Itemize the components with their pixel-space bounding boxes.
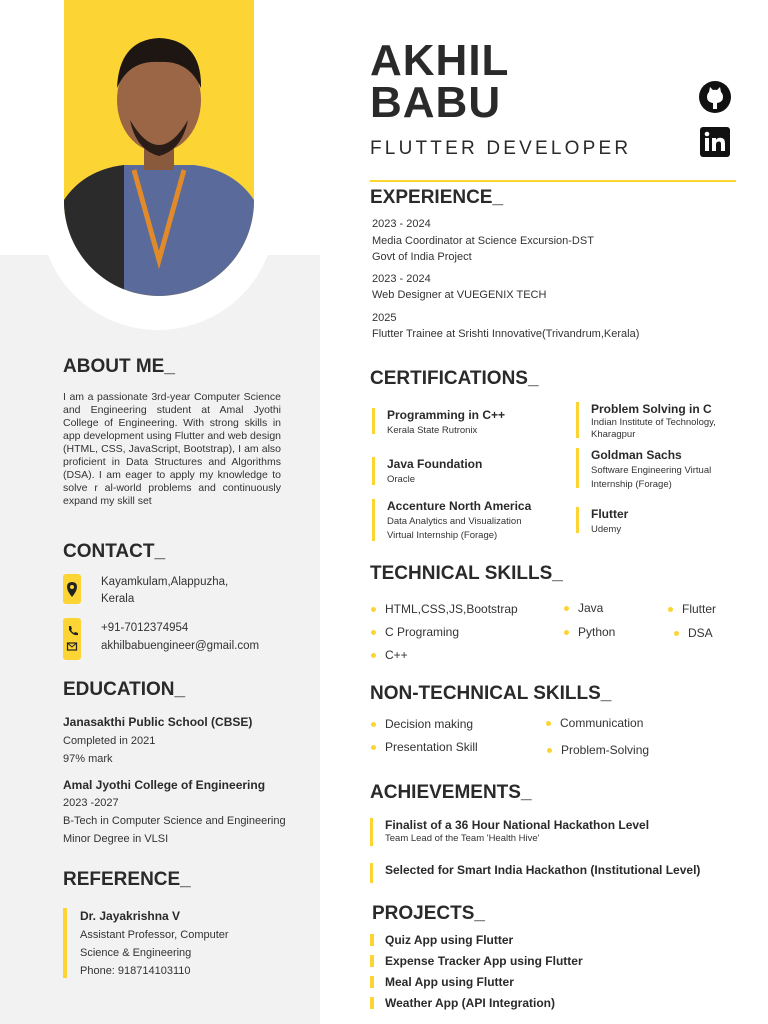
experience-year: 2025 — [372, 312, 397, 324]
reference-accent-bar — [63, 908, 67, 978]
name-heading — [370, 36, 510, 127]
education-detail: Completed in 2021 — [63, 735, 156, 747]
achievement-name: Selected for Smart India Hackathon (Institutional Level) — [385, 863, 701, 877]
linkedin-icon[interactable] — [698, 125, 732, 159]
certification-issuer: Udemy — [591, 524, 622, 535]
project-name: Quiz App using Flutter — [385, 933, 514, 947]
about-text: I am a passionate 3rd-year Computer Science and Engineering student at Amal Jyothi College of Engineering. With strong skills in app development using Flutter and web design (HTML, CSS, JavaScript, Bootstrap), I am also proficient in Data Structures and Algorithms (DSA). I am eager to apply my knowledge to solve r al-world problems and continuously expand my skill set — [63, 391, 281, 507]
certification-issuer: Kharagpur — [591, 429, 636, 440]
certification-name: Java Foundation — [387, 457, 483, 471]
education-school-1: Janasakthi Public School (CBSE) — [63, 715, 253, 729]
certification-issuer: Indian Institute of Technology, — [591, 417, 716, 428]
soft-skill-item: Problem-Solving — [561, 743, 650, 757]
experience-detail: Flutter Trainee at Srishti Innovative(Trivandrum,Kerala) — [372, 328, 640, 340]
certification-name: Programming in C++ — [387, 408, 506, 422]
header-divider — [370, 180, 736, 182]
address-line-2: Kerala — [101, 593, 135, 605]
first-name: AKHIL — [370, 36, 510, 85]
profile-photo — [64, 0, 254, 296]
role-title: FLUTTER DEVELOPER — [370, 138, 632, 159]
soft-skill-item: Presentation Skill — [385, 740, 478, 754]
phone-number[interactable]: +91-7012374954 — [101, 622, 189, 634]
project-name: Weather App (API Integration) — [385, 996, 556, 1010]
experience-year: 2023 - 2024 — [372, 218, 431, 230]
certification-issuer: Software Engineering Virtual — [591, 465, 712, 476]
certification-issuer: Oracle — [387, 474, 415, 485]
certification-issuer: Kerala State Rutronix — [387, 425, 478, 436]
address-line-1: Kayamkulam,Alappuzha, — [101, 576, 229, 588]
certification-issuer: Internship (Forage) — [591, 479, 672, 490]
skill-item: C Programing — [385, 625, 460, 639]
experience-detail: Media Coordinator at Science Excursion-DST — [372, 235, 594, 247]
reference-detail: Science & Engineering — [80, 947, 192, 959]
experience-title: EXPERIENCE_ — [370, 187, 504, 208]
phone-mail-icon — [63, 618, 81, 660]
reference-title: REFERENCE_ — [63, 869, 191, 890]
reference-detail: Assistant Professor, Computer — [80, 929, 229, 941]
education-detail: Minor Degree in VLSI — [63, 833, 169, 845]
projects-title: PROJECTS_ — [372, 903, 485, 924]
reference-phone: Phone: 918714103110 — [80, 965, 191, 977]
skill-item: Python — [578, 625, 616, 639]
address — [101, 574, 228, 608]
certification-name: Problem Solving in C — [591, 402, 712, 416]
technical-skills-title: TECHNICAL SKILLS_ — [370, 563, 563, 584]
education-detail: B-Tech in Computer Science and Engineering — [63, 815, 286, 827]
certifications-title: CERTIFICATIONS_ — [370, 368, 539, 389]
about-title: ABOUT ME_ — [63, 356, 175, 377]
achievement-name: Finalist of a 36 Hour National Hackathon Level — [385, 818, 650, 832]
soft-skill-item: Communication — [560, 716, 644, 730]
education-school-2: Amal Jyothi College of Engineering — [63, 778, 266, 792]
last-name: BABU — [370, 78, 502, 127]
experience-detail: Govt of India Project — [372, 251, 472, 263]
certification-name: Accenture North America — [387, 499, 532, 513]
experience-year: 2023 - 2024 — [372, 273, 431, 285]
email-address[interactable]: akhilbabuengineer@gmail.com — [101, 640, 260, 652]
skill-item: Java — [578, 601, 604, 615]
location-icon — [63, 574, 81, 604]
certification-issuer: Virtual Internship (Forage) — [387, 530, 498, 541]
certification-issuer: Data Analytics and Visualization — [387, 516, 522, 527]
education-detail: 2023 -2027 — [63, 797, 119, 809]
soft-skill-item: Decision making — [385, 717, 474, 731]
skill-item: C++ — [385, 648, 408, 662]
skill-item: HTML,CSS,JS,Bootstrap — [385, 602, 518, 616]
non-technical-skills-title: NON-TECHNICAL SKILLS_ — [370, 683, 612, 704]
reference-name: Dr. Jayakrishna V — [80, 909, 181, 923]
github-icon[interactable] — [698, 80, 732, 114]
achievement-detail: Team Lead of the Team 'Health Hive' — [385, 833, 540, 844]
education-title: EDUCATION_ — [63, 679, 186, 700]
skill-item: Flutter — [682, 602, 717, 616]
certification-name: Flutter — [591, 507, 629, 521]
project-name: Meal App using Flutter — [385, 975, 514, 989]
certification-name: Goldman Sachs — [591, 448, 682, 462]
skill-item: DSA — [688, 626, 713, 640]
education-detail: 97% mark — [63, 753, 113, 765]
contact-title: CONTACT_ — [63, 541, 166, 562]
achievements-title: ACHIEVEMENTS_ — [370, 782, 532, 803]
project-name: Expense Tracker App using Flutter — [385, 954, 583, 968]
experience-detail: Web Designer at VUEGENIX TECH — [372, 289, 547, 301]
